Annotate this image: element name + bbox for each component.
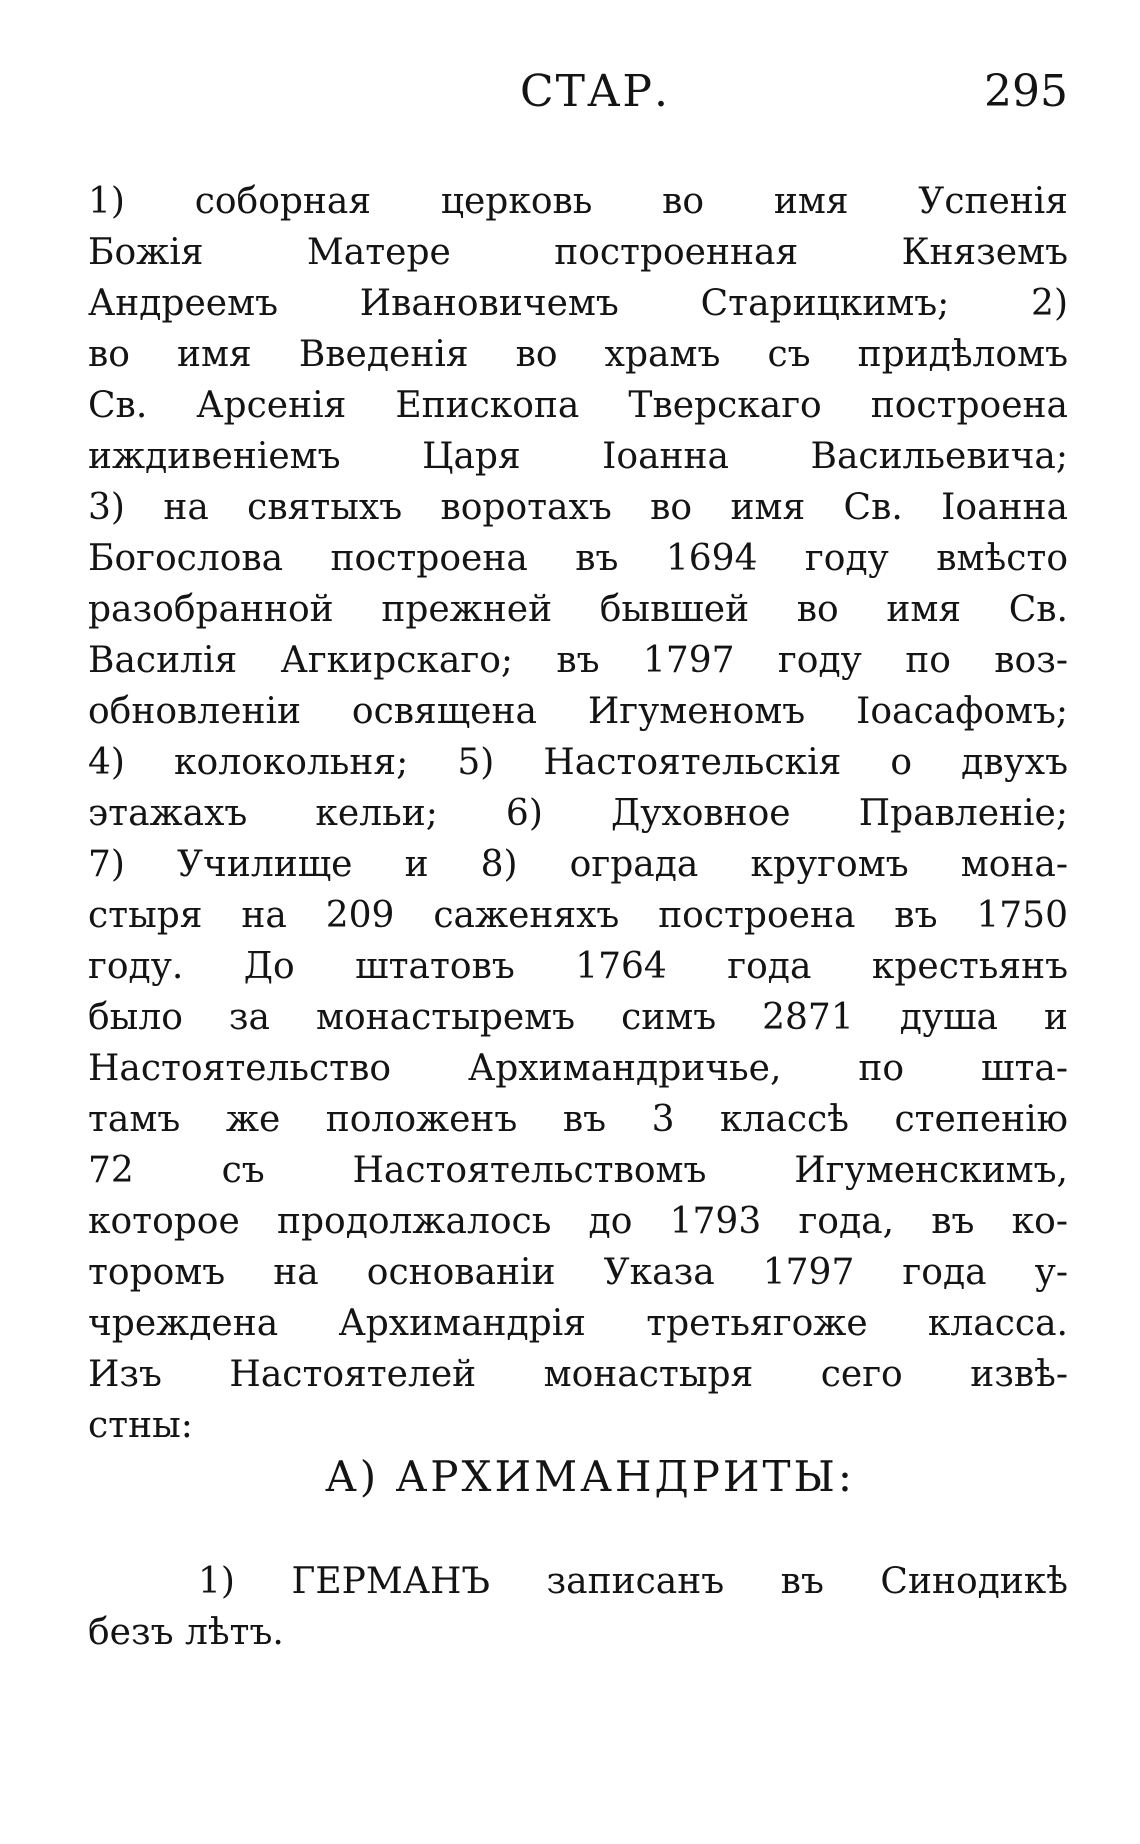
text-line: обновленіи освящена Игуменомъ Іоасафомъ;	[88, 691, 1068, 732]
text-line: Андреемъ Ивановичемъ Старицкимъ; 2)	[88, 283, 1068, 324]
page-number: 295	[984, 66, 1068, 117]
text-line: 4) колокольня; 5) Настоятельскія о двухъ	[88, 742, 1068, 783]
text-line: чреждена Архимандрія третьягоже класса.	[88, 1303, 1068, 1344]
text-line: тамъ же положенъ въ 3 классѣ степенію	[88, 1099, 1068, 1140]
text-line: во имя Введенія во храмъ съ придѣломъ	[88, 334, 1068, 375]
text-line: торомъ на основаніи Указа 1797 года у-	[88, 1252, 1068, 1293]
text-line: безъ лѣтъ.	[88, 1612, 284, 1653]
text-line: было за монастыремъ симъ 2871 душа и	[88, 997, 1068, 1038]
section-heading: А) АРХИМАНДРИТЫ:	[324, 1452, 856, 1501]
text-line: Василія Агкирскаго; въ 1797 году по воз-	[88, 640, 1068, 681]
main-paragraph	[88, 176, 1068, 1451]
text-line: иждивеніемъ Царя Іоанна Васильевича;	[88, 436, 1068, 477]
text-line: Божія Матере построенная Княземъ	[88, 232, 1068, 273]
text-line: стны:	[88, 1405, 193, 1446]
running-title: СТАР.	[520, 66, 670, 117]
text-line: Настоятельство Архимандричье, по шта-	[88, 1048, 1068, 1089]
text-line: Богослова построена въ 1694 году вмѣсто	[88, 538, 1068, 579]
text-line: 1) соборная церковь во имя Успенія	[88, 181, 1068, 222]
text-line: году. До штатовъ 1764 года крестьянъ	[88, 946, 1068, 987]
text-line: Изъ Настоятелей монастыря сего извѣ-	[88, 1354, 1068, 1395]
running-head	[0, 66, 1140, 126]
text-line: стыря на 209 саженяхъ построена въ 1750	[88, 895, 1068, 936]
text-line: 1) ГЕРМАНЪ записанъ въ Синодикѣ	[198, 1561, 1068, 1602]
text-line: 3) на святыхъ воротахъ во имя Св. Іоанна	[88, 487, 1068, 528]
text-line: этажахъ кельи; 6) Духовное Правленіе;	[88, 793, 1068, 834]
text-line: 7) Училище и 8) ограда кругомъ мона-	[88, 844, 1068, 885]
text-line: 72 съ Настоятельствомъ Игуменскимъ,	[88, 1150, 1068, 1191]
archimandrite-entry	[88, 1556, 1068, 1658]
text-line: которое продолжалось до 1793 года, въ ко-	[88, 1201, 1068, 1242]
text-line: разобранной прежней бывшей во имя Св.	[88, 589, 1068, 630]
text-line: Св. Арсенія Епископа Тверскаго построена	[88, 385, 1068, 426]
